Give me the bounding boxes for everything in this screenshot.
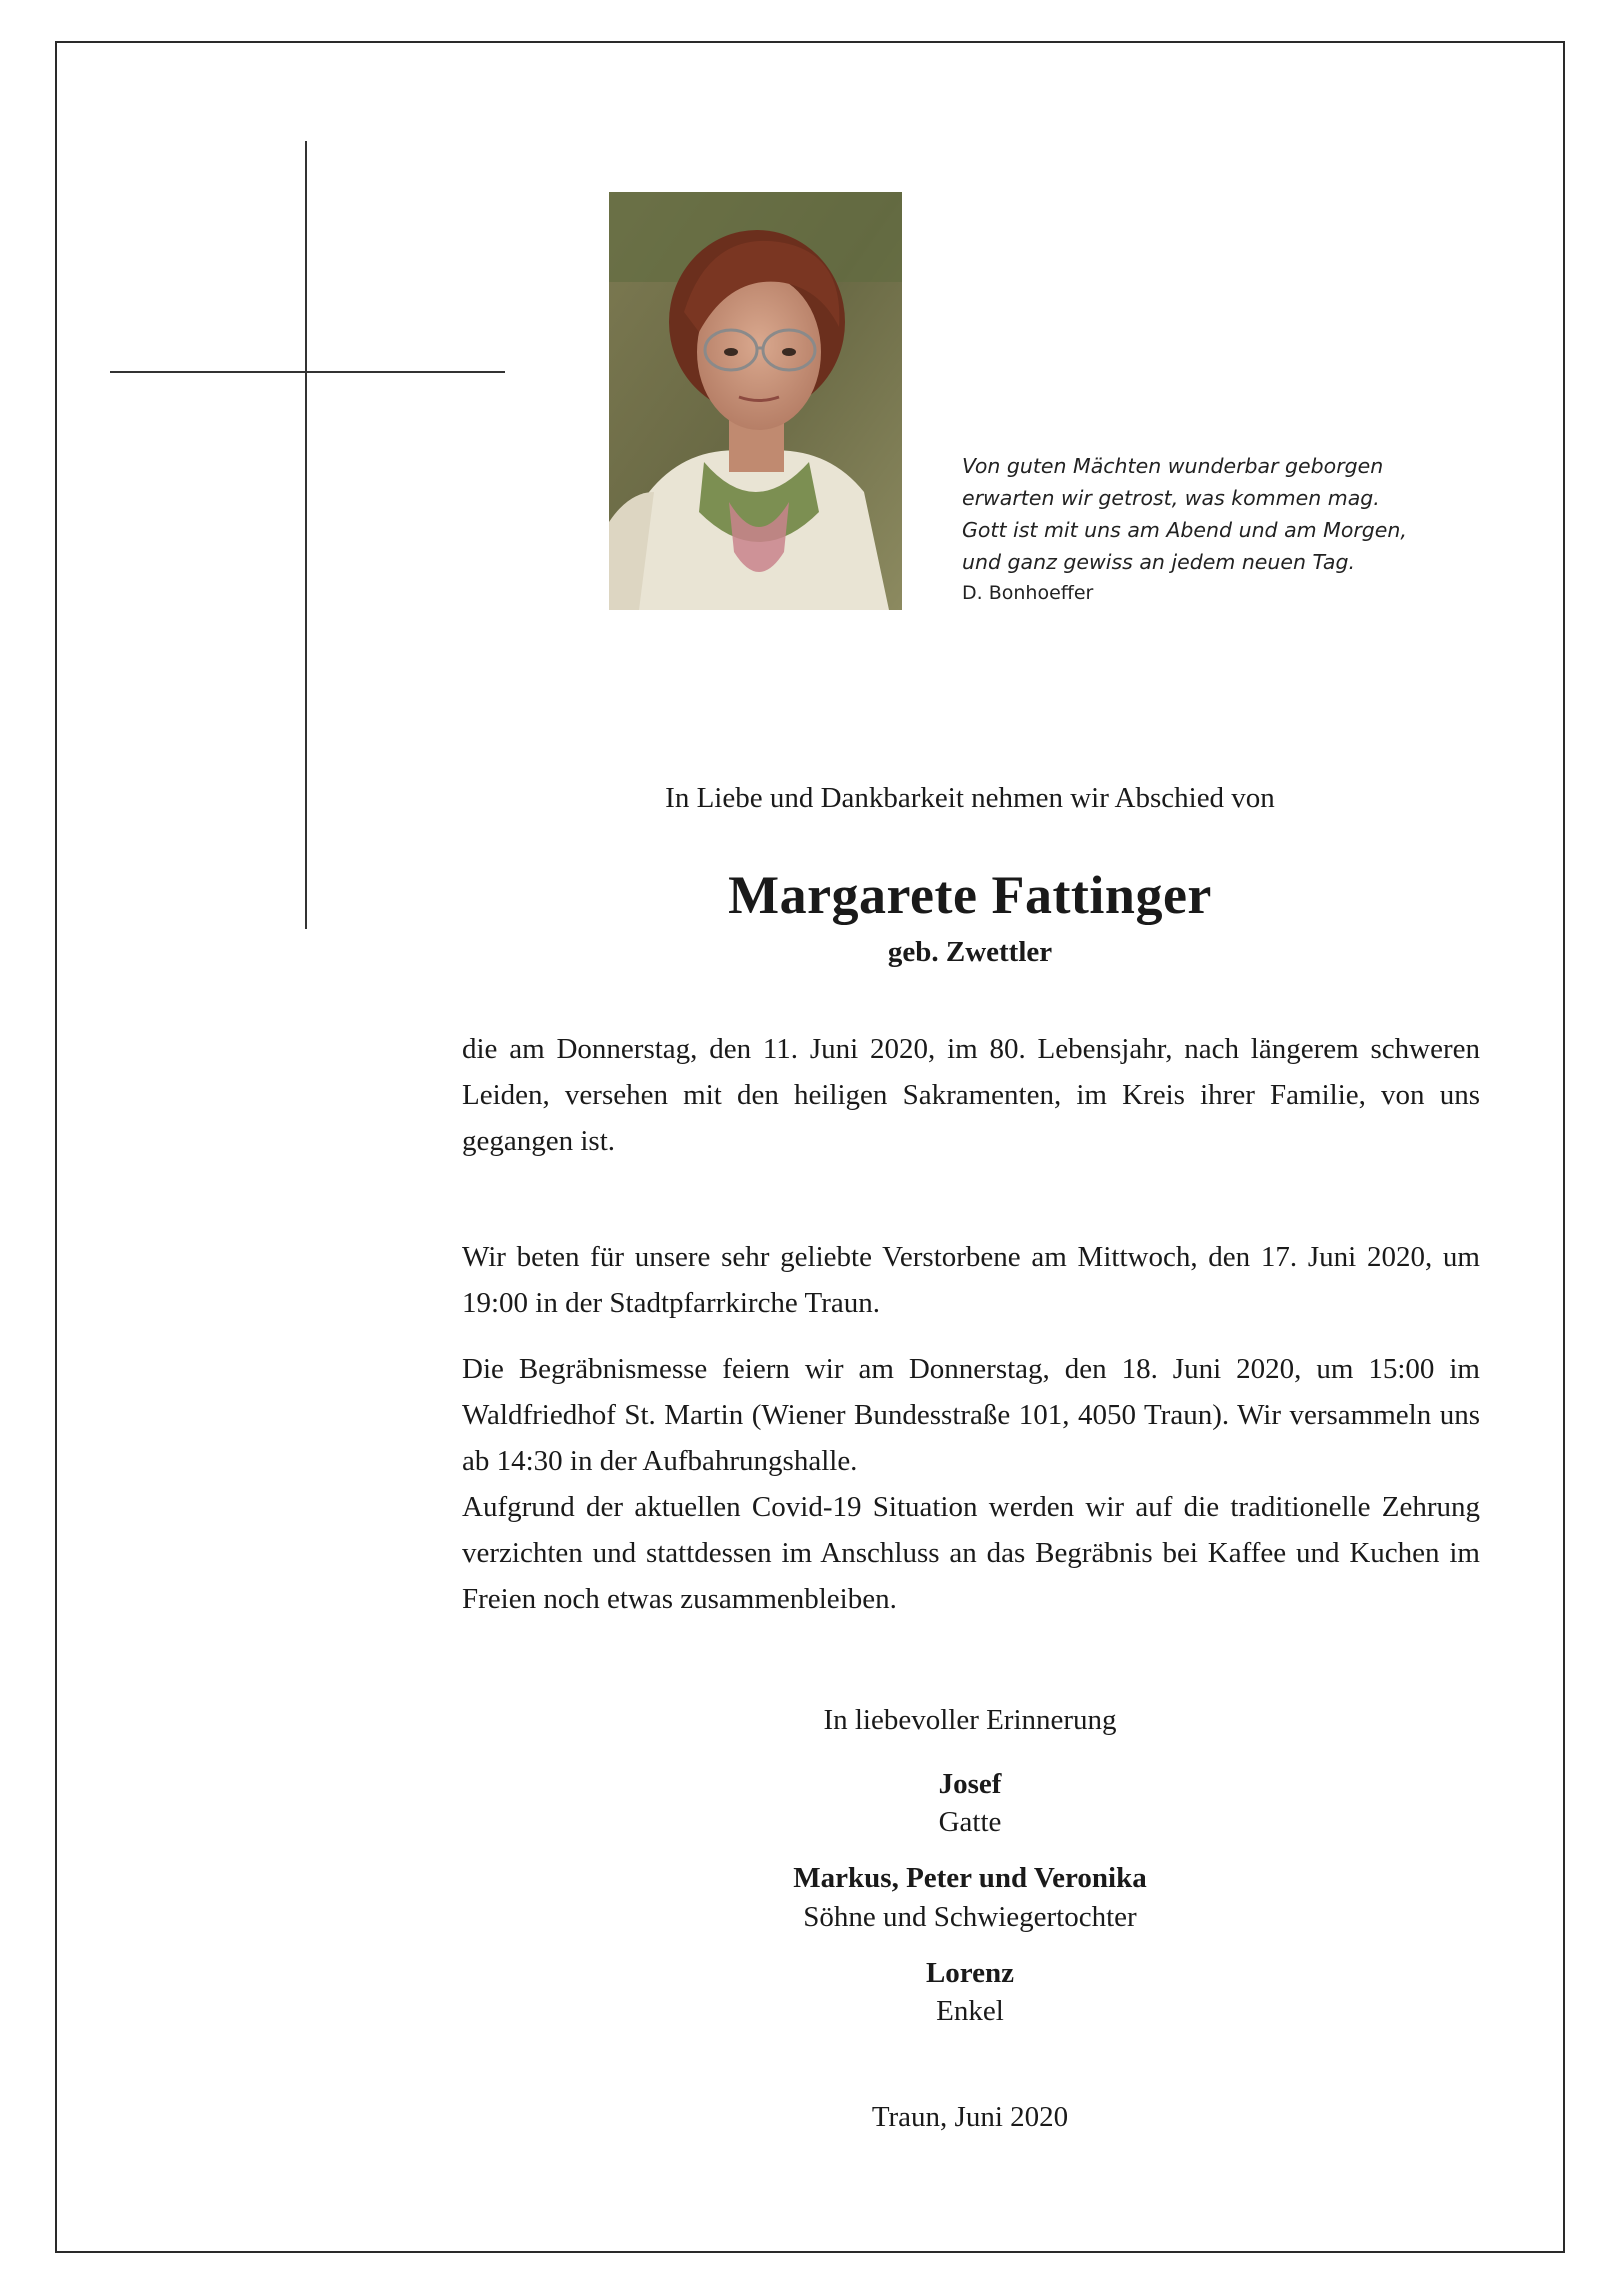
quote-block — [962, 450, 1522, 608]
announcement-intro: In Liebe und Dankbarkeit nehmen wir Abschied von — [665, 782, 1275, 814]
quote-line: erwarten wir getrost, was kommen mag. — [962, 486, 1380, 510]
mourner-name: Markus, Peter und Veronika — [793, 1862, 1147, 1894]
cross-icon-horizontal — [110, 371, 505, 373]
quote-line: Von guten Mächten wunderbar geborgen — [962, 454, 1384, 478]
cross-icon-vertical — [305, 141, 307, 929]
portrait-photo — [609, 192, 902, 610]
signature-closing: In liebevoller Erinnerung — [823, 1704, 1117, 1736]
mourner-relation: Gatte — [938, 1806, 1002, 1838]
body-paragraph-funeral: Die Begräbnismesse feiern wir am Donnerstag, den 18. Juni 2020, um 15:00 im Waldfriedhof St. Martin (Wiener Bundesstraße 101, 4050 Traun). Wir versammeln uns ab 14:30 in der Aufbahrungshalle. — [462, 1353, 1480, 1477]
quote-author: D. Bonhoeffer — [962, 582, 1094, 604]
portrait-illustration — [609, 192, 902, 610]
mourner-name: Josef — [938, 1768, 1002, 1800]
body-paragraph-covid: Aufgrund der aktuellen Covid-19 Situation werden wir auf die traditionelle Zehrung verzichten und stattdessen im Anschluss an das Begräbnis bei Kaffee und Kuchen im Freien noch etwas zusammenbleiben. — [462, 1491, 1480, 1615]
body-paragraph-prayer: Wir beten für unsere sehr geliebte Verstorbene am Mittwoch, den 17. Juni 2020, um 19:00 in der Stadtpfarrkirche Traun. — [462, 1241, 1480, 1319]
body-paragraph-death: die am Donnerstag, den 11. Juni 2020, im 80. Lebensjahr, nach längerem schweren Leiden, versehen mit den heiligen Sakramenten, im Kreis ihrer Familie, von uns gegangen ist. — [462, 1033, 1480, 1157]
mourner-relation: Enkel — [936, 1995, 1004, 2027]
mourner-name: Lorenz — [925, 1957, 1015, 1989]
mourner-relation: Söhne und Schwiegertochter — [803, 1901, 1137, 1933]
place-date: Traun, Juni 2020 — [871, 2101, 1069, 2133]
quote-line: und ganz gewiss an jedem neuen Tag. — [962, 550, 1355, 574]
deceased-name: Margarete Fattinger — [728, 865, 1212, 925]
quote-line: Gott ist mit uns am Abend und am Morgen, — [962, 518, 1407, 542]
maiden-name: geb. Zwettler — [887, 936, 1053, 968]
